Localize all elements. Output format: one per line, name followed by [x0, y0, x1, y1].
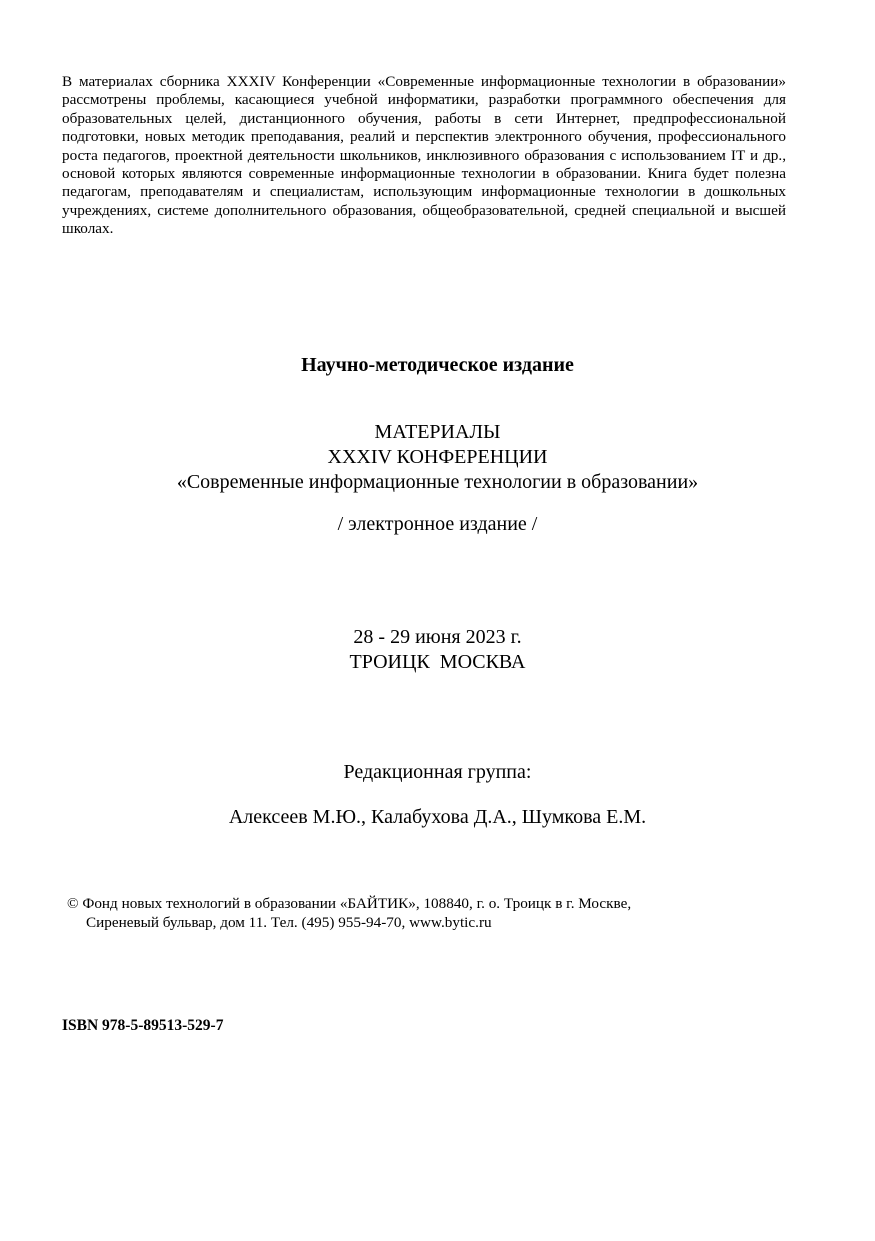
- conference-title: [0, 420, 875, 495]
- editors-list: Алексеев М.Ю., Калабухова Д.А., Шумкова Е.М.: [228, 806, 647, 828]
- conference-location: ТРОИЦК МОСКВА: [349, 651, 526, 673]
- electronic-edition-label: / электронное издание /: [337, 513, 538, 535]
- conference-dates: 28 - 29 июня 2023 г.: [353, 626, 522, 648]
- abstract-paragraph: В материалах сборника XXXIV Конференции «Современные информационные технологии в образовании» рассмотрены проблемы, касающиеся учебной информатики, разработки программного обеспечения для образовательных целей, дистанционного обучения, работы в сети Интернет, предпрофессиональной подготовки, новых методик преподавания, реалий и перспектив электронного обучения, профессионального роста педагогов, проектной деятельности школьников, инклюзивного образования с использованием IT и др., основой которых являются современные информационные технологии в образовании. Книга будет полезна педагогам, преподавателям и специалистам, использующим информационные технологии в дошкольных учреждениях, системе дополнительного образования, общеобразовательной, средней специальной и высшей школах.: [62, 73, 786, 238]
- copyright-notice: [67, 894, 787, 932]
- copyright-line-1: © Фонд новых технологий в образовании «БАЙТИК», 108840, г. о. Троицк в г. Москве,: [67, 895, 632, 912]
- title-line-3: «Современные информационные технологии в образовании»: [176, 471, 699, 493]
- date-location-block: [0, 625, 875, 675]
- title-line-1: МАТЕРИАЛЫ: [374, 421, 501, 443]
- editorial-group-label: Редакционная группа:: [343, 761, 532, 783]
- title-line-2: XXXIV КОНФЕРЕНЦИИ: [327, 446, 548, 468]
- edition-type: Научно-методическое издание: [301, 354, 574, 376]
- isbn-number: ISBN 978-5-89513-529-7: [62, 1017, 224, 1034]
- copyright-line-2: Сиреневый бульвар, дом 11. Тел. (495) 955-94-70, www.bytic.ru: [86, 914, 492, 931]
